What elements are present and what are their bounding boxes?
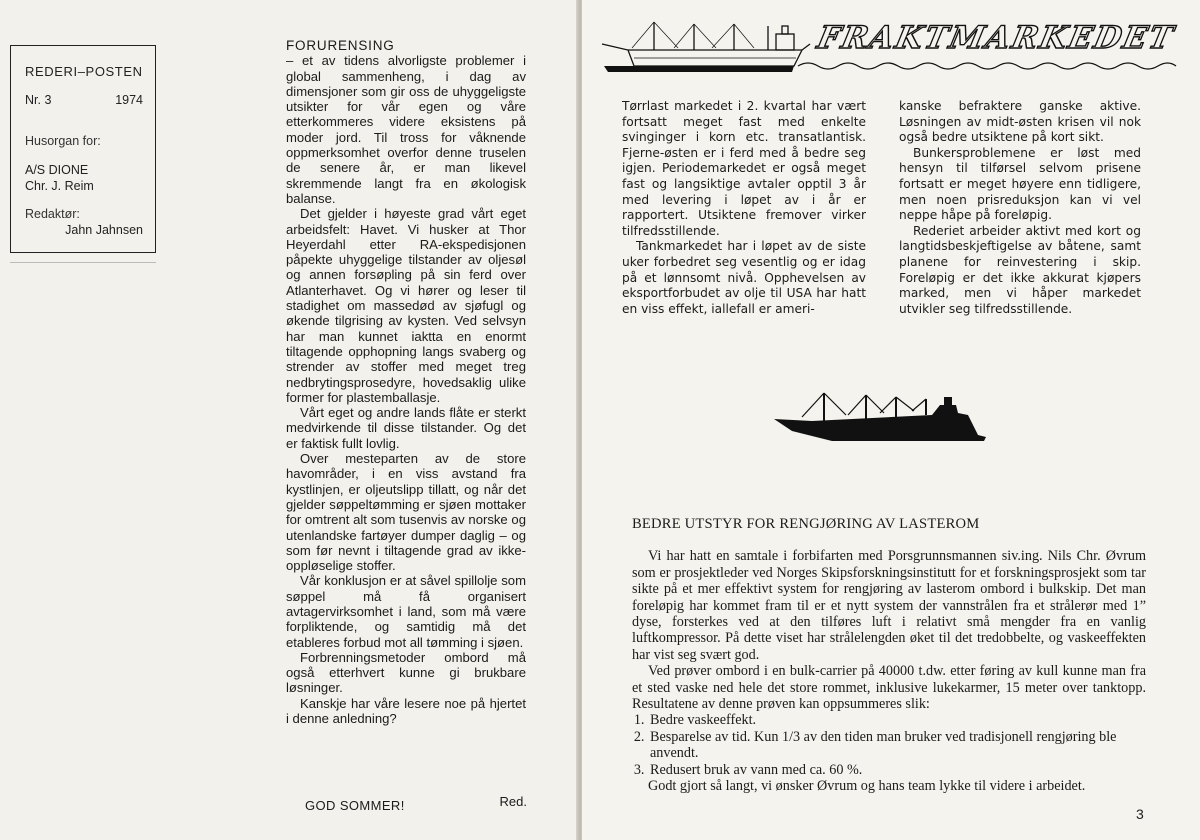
wave-line [798, 63, 1176, 69]
cleaning-paragraph: Ved prøver ombord i en bulk-carrier på 40000 t.dw. etter føring av kull kunne man fra et sted vaske ned hele det store rommet, inklusive lukekarmer, 15 meter over tanktopp. Resultatene av denne prøven kan oppsummeres slik: [632, 663, 1146, 713]
house-organ-label: Husorgan for: [25, 134, 101, 148]
freight-column-left [622, 99, 866, 317]
signature: Red. [499, 794, 527, 809]
pollution-article [286, 38, 526, 726]
issue-number: Nr. 3 [25, 93, 52, 107]
cleaning-paragraph: Vi har hatt en samtale i forbifarten med Porsgrunnsmannen siv.ing. Nils Chr. Øvrum som er prosjektleder ved Norges Skipsforskningsinstitutt for et forskningsprosjekt som tar sikte på et mer effektivt system for rengjøring av lasterom ombord i bulkskip. Det man foreløpig har kommet fram til er et nytt system der vannstrålen fra et strålerør med 1” dyse, forsterkes ved at den tilføres luft i relativt små mengder fra en vanlig luftkompressor. På dette viset har strålelengden øket til det tredobbelte, og vaskeeffekten har vist seg svært god. [632, 548, 1146, 663]
freight-paragraph: Tørrlast markedet i 2. kvartal har vært fortsatt meget fast med enkelte svinginger i korn etc. transatlantisk. Fjerne-østen er i ferd med å bedre seg igjen. Periodemarkedet er også meget fast og langsiktige avtaler opptil 3 år med levering i løpet av i år er rapportert. Utsiktene fremover virker tilfredsstillende. [622, 99, 866, 238]
pollution-paragraph: Kanskje har våre lesere noe på hjertet i denne anledning? [286, 695, 526, 727]
issue-year: 1974 [115, 93, 143, 107]
editor-name: Jahn Jahnsen [65, 223, 143, 237]
cleaning-closing: Godt gjort så langt, vi ønsker Øvrum og hans team lykke til videre i arbeidet. [648, 778, 1086, 795]
pollution-paragraph: Forbrenningsmetoder ombord må også etterhvert kunne gi brukbare løsninger. [286, 649, 526, 696]
pollution-paragraph: Vår konklusjon er at såvel spillolje som søppel må få organisert avtagervirksomhet i land, som må være forpliktende, og samtidig må det etableres forbud mot all tømming i sjøen. [286, 573, 526, 650]
masthead-underline [10, 262, 156, 263]
results-list [632, 712, 1146, 778]
ship-hull-shadow [604, 66, 794, 72]
freight-paragraph: Tankmarkedet har i løpet av de siste uker forbedret seg vesentlig og er idag på et lønnsomt nivå. Opphevelsen av eksportforbudet av olje til USA har hatt en viss effekt, iallefall er ameri- [622, 239, 866, 316]
list-item: 2. Besparelse av tid. Kun 1/3 av den tiden man bruker ved tradisjonell rengjøring ble anvendt. [648, 729, 1146, 762]
cleaning-heading: BEDRE UTSTYR FOR RENGJØRING AV LASTEROM [632, 516, 980, 532]
list-item: 1. Bedre vaskeeffekt. [648, 712, 1146, 728]
pollution-paragraph: Det gjelder i høyeste grad vårt eget arbeidsfelt: Havet. Vi husker at Thor Heyerdahl etter RA-ekspedisjonen påpekte uhyggelige tilstander av oljesøl og annen forsøpling på sin ferd over Atlanterhavet. Og vi hører og leser til stadighet om massedød av sjøfugl og økende tilgrising av kysten. Ved selvsyn har man kunnet iaktta en enormt tiltagende opphopning langs svaberg og strender av stoffer med meget treg nedbrytingsprosedyre, hovedsaklig ulike former for plastemballasje. [286, 206, 526, 405]
org-name: A/S DIONE [25, 163, 89, 177]
freight-column-right [899, 99, 1141, 317]
ship-line-drawing-icon [602, 22, 810, 66]
freight-paragraph: Bunkersproblemene er løst med hensyn til tilførsel selvom prisene fortsatt er meget høyere enn tidligere, men noen prisreduksjon kan vi vel neppe håpe på foreløpig. [899, 145, 1141, 223]
freight-paragraph: Rederiet arbeider aktivt med kort og langtidsbeskjeftigelse av båtene, samt planene for reinvestering i skip. Foreløpig er det ikke akkurat kjøpers marked, men vi håper markedet utvikler seg tilfredsstillende. [899, 223, 1141, 316]
bulk-carrier-silhouette-icon [772, 385, 992, 447]
pollution-paragraph: Vårt eget og andre lands flåte er sterkt medvirkende til disse tilstander. Og det er faktisk fullt lovlig. [286, 405, 526, 451]
closing-greeting: GOD SOMMER! [305, 798, 405, 813]
cleaning-article [632, 516, 1146, 795]
masthead-title: REDERI–POSTEN [25, 64, 143, 79]
list-item: 3. Redusert bruk av vann med ca. 60 %. [648, 762, 1146, 778]
pollution-paragraph: Over mesteparten av de store havområder, i en viss avstand fra kystlinjen, er oljeutslipp tillatt, og når det gjelder søppeltømming er sjøen mottaker for omtrent alt som tusenvis av norske og utenlandske fartøyer dumper daglig – og som før nevnt i tiltagende grad av ikke-oppløselige stoffer. [286, 451, 526, 574]
pollution-heading: FORURENSING [286, 38, 395, 53]
org-owner: Chr. J. Reim [25, 179, 94, 193]
freight-paragraph: kanske befraktere ganske aktive. Løsningen av midt-østen krisen vil nok også bedre utsiktene på kort sikt. [899, 99, 1141, 145]
masthead-box [10, 45, 156, 253]
freight-market-title: FRAKTMARKEDET [814, 20, 1178, 56]
page-number: 3 [1136, 806, 1144, 822]
pollution-paragraph: – et av tidens alvorligste problemer i global sammenheng, i dag av dimensjoner som gir oss de uhyggeligste utsikter for vår egen og våre etterkommeres videre eksistens på moder jord. Til tross for våknende oppmerksomhet overfor denne truselen de senere år, er man likevel skremmende langt fra en økologisk balanse. [286, 53, 526, 206]
editor-label: Redaktør: [25, 207, 80, 221]
